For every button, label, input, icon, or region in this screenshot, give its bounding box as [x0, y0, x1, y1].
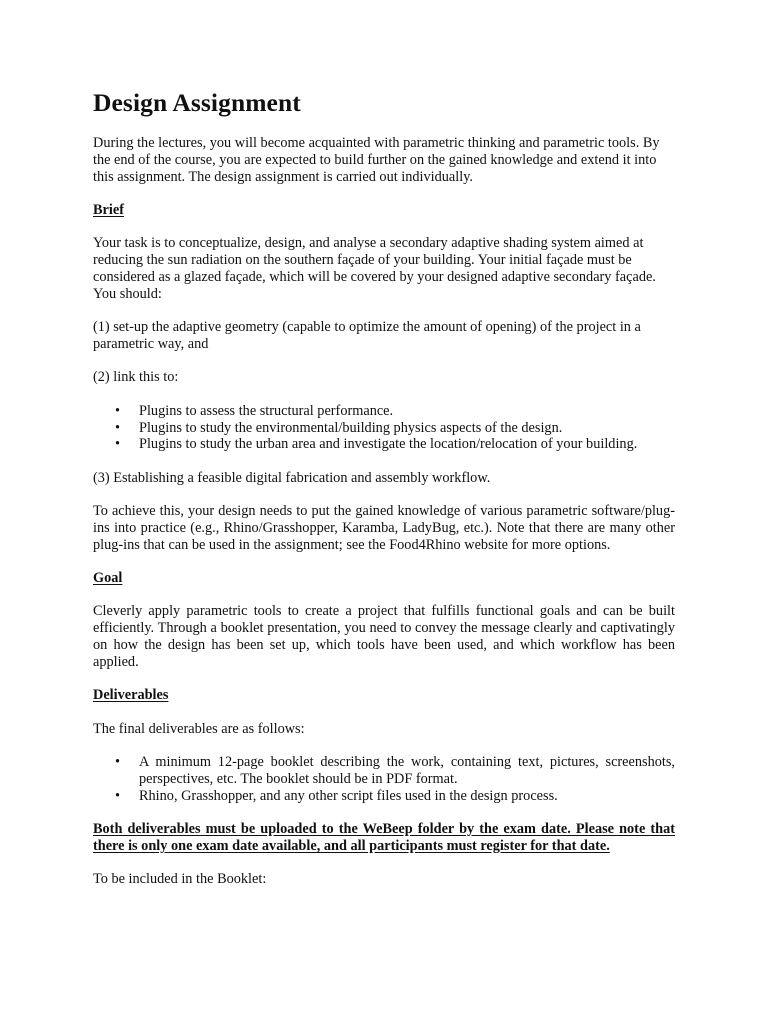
brief-step-2: (2) link this to: — [93, 369, 179, 386]
upload-notice: Both deliverables must be uploaded to the WeBeep folder by the exam date. Please note that there is only one exam date available, and all participants must register for that date. — [93, 821, 675, 854]
deliverables-intro: The final deliverables are as follows: — [93, 720, 305, 737]
brief-heading: Brief — [93, 201, 124, 218]
list-item — [93, 420, 675, 437]
bullet-icon: • — [115, 754, 121, 771]
list-item — [93, 436, 675, 453]
goal-heading: Goal — [93, 570, 123, 587]
plugin-list — [93, 403, 675, 453]
brief-step-1: (1) set-up the adaptive geometry (capable to optimize the amount of opening) of the project in a parametric way, and — [93, 319, 641, 352]
deliverables-heading: Deliverables — [93, 687, 169, 704]
document-page — [93, 88, 675, 888]
list-item-text: Plugins to assess the structural performance. — [139, 402, 394, 419]
list-item-text: Plugins to study the environmental/building physics aspects of the design. — [139, 419, 563, 436]
deliverables-list — [93, 754, 675, 804]
brief-step-3: (3) Establishing a feasible digital fabrication and assembly workflow. — [93, 469, 491, 486]
list-item — [93, 403, 675, 420]
goal-paragraph: Cleverly apply parametric tools to create a project that fulfills functional goals and can be built efficiently. Through a booklet presentation, you need to convey the message clearly and captivatingly on how the design has been set up, which tools have been used, and which workflow has been applied. — [93, 603, 675, 670]
bullet-icon: • — [115, 402, 121, 419]
list-item-text: Rhino, Grasshopper, and any other script files used in the design process. — [139, 787, 558, 804]
booklet-intro: To be included in the Booklet: — [93, 871, 267, 888]
list-item — [93, 788, 675, 805]
achieve-paragraph: To achieve this, your design needs to put the gained knowledge of various parametric software/plug-ins into practice (e.g., Rhino/Grasshopper, Karamba, LadyBug, etc.). Note that there are many other plug-ins that can be used in the assignment; see the Food4Rhino website for more options. — [93, 503, 675, 553]
brief-paragraph: Your task is to conceptualize, design, and analyse a secondary adaptive shading system aimed at reducing the sun radiation on the southern façade of your building. Your initial façade must be considered as a glazed façade, which will be covered by your designed adaptive secondary façade. You should: — [93, 235, 656, 302]
list-item-text: Plugins to study the urban area and investigate the location/relocation of your building. — [139, 436, 638, 453]
bullet-icon: • — [115, 787, 121, 804]
list-item-text: A minimum 12-page booklet describing the work, containing text, pictures, screenshots, perspectives, etc. The booklet should be in PDF format. — [139, 754, 675, 787]
intro-paragraph: During the lectures, you will become acquainted with parametric thinking and parametric tools. By the end of the course, you are expected to build further on the gained knowledge and extend it into this assignment. The design assignment is carried out individually. — [93, 135, 660, 185]
page-title: Design Assignment — [93, 88, 301, 117]
bullet-icon: • — [115, 419, 121, 436]
list-item — [93, 754, 675, 788]
bullet-icon: • — [115, 436, 121, 453]
